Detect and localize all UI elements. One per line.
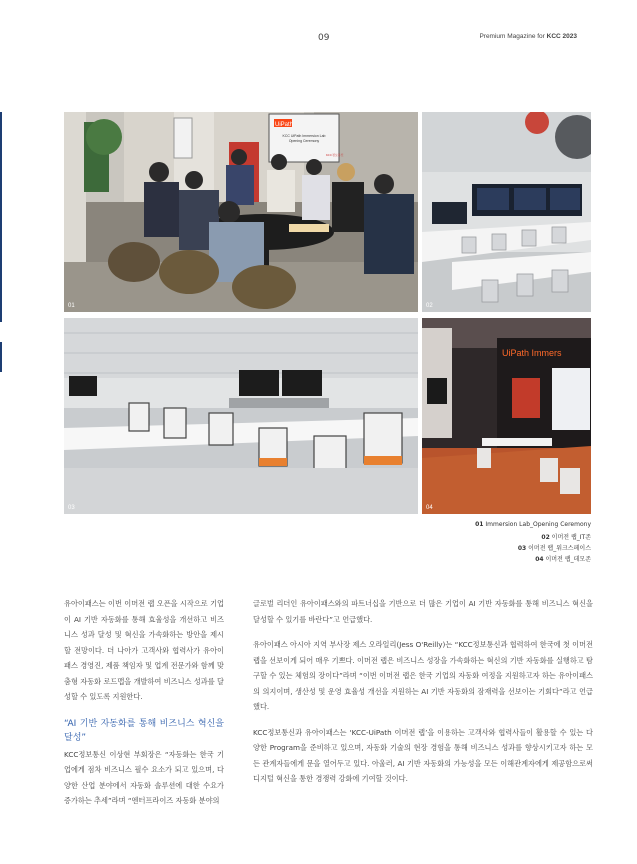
ceremony-scene [64,112,418,312]
article-right-column [253,596,593,797]
screen-logo: KCC정보통신 [326,153,344,157]
photo-number: 02 [426,303,433,309]
caption-03: 03 이머전 랩_워크스페이스 [517,545,591,552]
screen-brand: UiPath [275,122,294,128]
side-accent-bar [0,112,2,322]
article-paragraph: 유아이패스는 이번 이머전 랩 오픈을 시작으로 기업이 AI 기반 자동화를 통해 효율성을 개선하고 비즈니스 성과 달성 및 혁신을 가속화하는 방안을 제시할 전망이다. 더 나아가 고객사와 협력사가 유아이패스 경영진, 제품 책임자 및 업계 전문가와 함께 맞춤형 자동화 로드맵을 개발하여 비즈니스 성과를 달성할 수 있도록 지원한다. [64,599,224,701]
workspace-scene [64,318,418,514]
caption-02: 02 이머전 랩_IT존 [541,534,591,541]
photo-number: 01 [68,303,75,309]
article-paragraph: 글로벌 리더인 유아이패스와의 파트너십을 기반으로 더 많은 기업이 AI 기반 자동화를 통해 비즈니스 혁신을 달성할 수 있기를 바란다”고 언급했다. [253,599,593,624]
side-accent-bar-lower [0,342,2,372]
photo-number: 04 [426,505,433,511]
demo-zone-scene [422,318,591,514]
photo-workspace [64,318,418,514]
wall-text: UiPath Immers [502,348,562,358]
photo-demo-zone [422,318,591,514]
screen-line1: KCC UiPath Immersion Lab [282,134,326,138]
article-paragraph: KCC정보통신과 유아이패스는 ‘KCC-UiPath 이머전 랩’을 이용하는 고객사와 협력사들이 활용할 수 있는 다양한 Program을 준비하고 있으며, 자동화 기술의 현장 경험을 통해 비즈니스 성과를 향상시키고자 하는 모든 관계자들에게 문을 열어두고 있다. 아울러, AI 기반 자동화의 가능성을 모든 이해관계자에게 제공함으로써 디지털 혁신을 통한 경쟁력 강화에 기여할 것이다. [253,727,593,783]
it-zone-scene [422,112,591,312]
article-paragraph: KCC정보통신 이상현 부회장은 “자동화는 한국 기업에게 점차 비즈니스 필수 요소가 되고 있으며, 다양한 산업 분야에서 자동화 솔루션에 대한 수요가 증가하는 추세”라며 “엔터프라이즈 자동화 분야의 [64,749,224,805]
article-subheading: “AI 기반 자동화를 통해 비즈니스 혁신을 달성” [64,718,224,743]
article-paragraph: 유아이패스 아시아 지역 부사장 제스 오라일리(Jess O'Reilly)는 “KCC정보통신과 협력하여 한국에 첫 이머전 랩을 선보이게 되어 매우 기쁘다. 이머전 랩은 비즈니스 성장을 가속화하는 혁신의 기반 자동화를 실행하고 탐구할 수 있는 체험의 장이다”라며 “이번 이머전 랩은 한국 기업의 자동화 여정을 지원하고자 하는 유아이패스의 의지이며, 생산성 및 운영 효율성 개선을 지원하는 AI 기반 자동화의 잠재력을 선보이는 기회다”라고 언급했다. [253,640,593,711]
screen-line2: Opening Ceremony [288,139,320,143]
magazine-title: Premium Magazine for KCC 2023 [479,33,577,40]
caption-01: 01 Immersion Lab_Opening Ceremony [475,521,591,528]
photo-opening-ceremony [64,112,418,312]
article-left-column [64,596,224,819]
photo-it-zone [422,112,591,312]
photo-number: 03 [68,505,75,511]
page-number: 09 [318,33,330,43]
caption-04: 04 이머전 랩_데모존 [535,556,591,563]
